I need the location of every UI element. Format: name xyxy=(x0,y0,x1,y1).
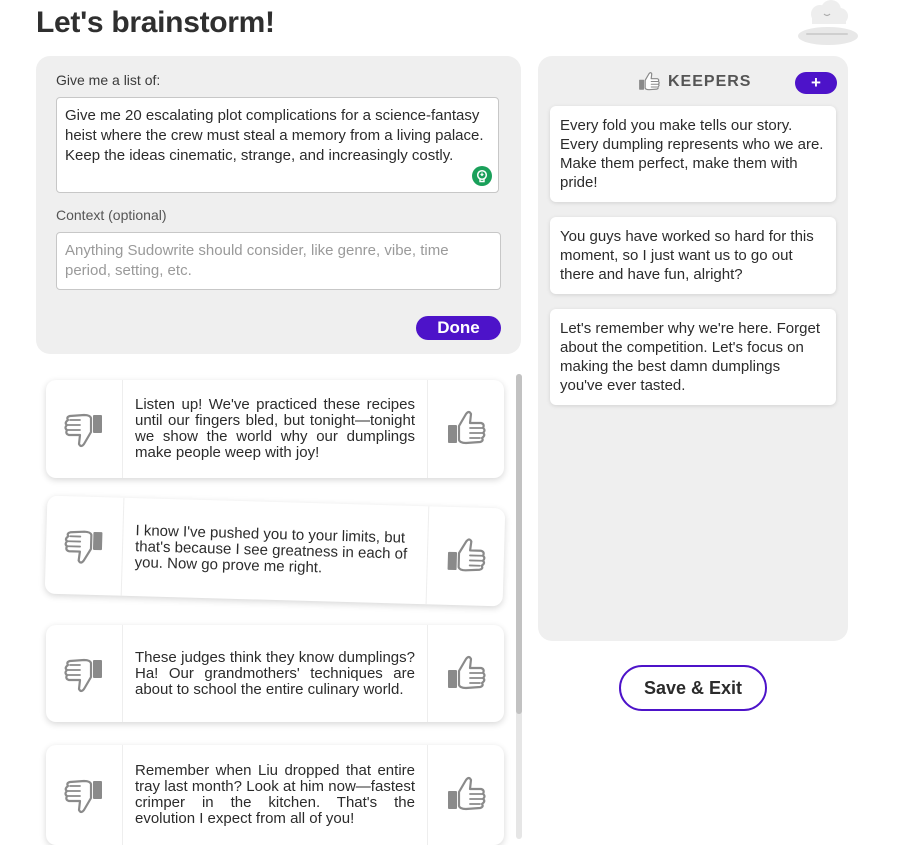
thumbs-down-icon xyxy=(64,409,104,449)
thumbs-up-icon xyxy=(446,654,486,694)
thumbs-down-icon xyxy=(64,654,104,694)
keepers-panel xyxy=(538,56,848,641)
thumbs-down-button[interactable] xyxy=(45,496,125,596)
suggestion-card xyxy=(46,745,504,845)
suggestion-card xyxy=(46,625,504,722)
done-button[interactable]: Done xyxy=(416,316,501,340)
suggestion-text: These judges think they know dumplings? Ha! Our grandmothers' techniques are about to school the entire culinary world. xyxy=(135,648,415,698)
lightbulb-icon[interactable] xyxy=(472,166,492,186)
list-prompt-text: Give me 20 escalating plot complications for a science-fantasy heist where the crew must steal a memory from a living palace. Keep the ideas cinematic, strange, and increasingly costly. xyxy=(65,107,484,164)
thumbs-down-button[interactable] xyxy=(46,745,123,845)
list-field-label: Give me a list of: xyxy=(56,72,161,88)
thumbs-down-button[interactable] xyxy=(46,625,123,722)
context-placeholder: Anything Sudowrite should consider, like genre, vibe, time period, setting, etc. xyxy=(65,242,449,279)
thumbs-up-icon xyxy=(446,409,486,449)
context-input[interactable] xyxy=(56,232,501,290)
thumbs-up-icon xyxy=(445,536,486,577)
thumbs-down-icon xyxy=(64,525,105,566)
thumbs-up-button[interactable] xyxy=(426,506,506,606)
suggestion-card xyxy=(45,496,506,607)
cloud-mascot-icon xyxy=(796,0,860,46)
save-exit-button[interactable]: Save & Exit xyxy=(619,665,767,711)
thumbs-down-button[interactable] xyxy=(46,380,123,478)
suggestions-scrollbar-thumb[interactable] xyxy=(516,374,522,714)
page-title: Let's brainstorm! xyxy=(36,6,275,39)
keeper-item[interactable]: Every fold you make tells our story. Every dumpling represents who we are. Make them perfect, make them with pride! xyxy=(550,106,836,202)
keepers-title: KEEPERS xyxy=(668,73,752,90)
thumbs-down-icon xyxy=(64,775,104,815)
keepers-header xyxy=(638,71,751,93)
context-field-label: Context (optional) xyxy=(56,207,167,223)
suggestion-text: Remember when Liu dropped that entire tray last month? Look at him now—fastest crimper in the kitchen. That's the evolution I expect from all of you! xyxy=(135,762,415,827)
thumbs-up-button[interactable] xyxy=(427,625,504,722)
suggestion-text: I know I've pushed you to your limits, but that's because I see greatness in each of you. Now go prove me right. xyxy=(134,522,408,577)
thumbs-up-button[interactable] xyxy=(427,380,504,478)
prompt-panel xyxy=(36,56,521,354)
thumbs-up-icon xyxy=(638,71,660,93)
add-keeper-button[interactable]: + xyxy=(795,72,837,94)
keeper-item[interactable]: You guys have worked so hard for this moment, so I just want us to go out there and have fun, alright? xyxy=(550,217,836,294)
thumbs-up-icon xyxy=(446,775,486,815)
keeper-item[interactable]: Let's remember why we're here. Forget about the competition. Let's focus on making the best damn dumplings you've ever tasted. xyxy=(550,309,836,405)
suggestion-card xyxy=(46,380,504,478)
suggestion-text: Listen up! We've practiced these recipes until our fingers bled, but tonight—tonight we show the world why our dumplings make people weep with joy! xyxy=(135,396,415,461)
list-prompt-input[interactable] xyxy=(56,97,499,193)
thumbs-up-button[interactable] xyxy=(427,745,504,845)
